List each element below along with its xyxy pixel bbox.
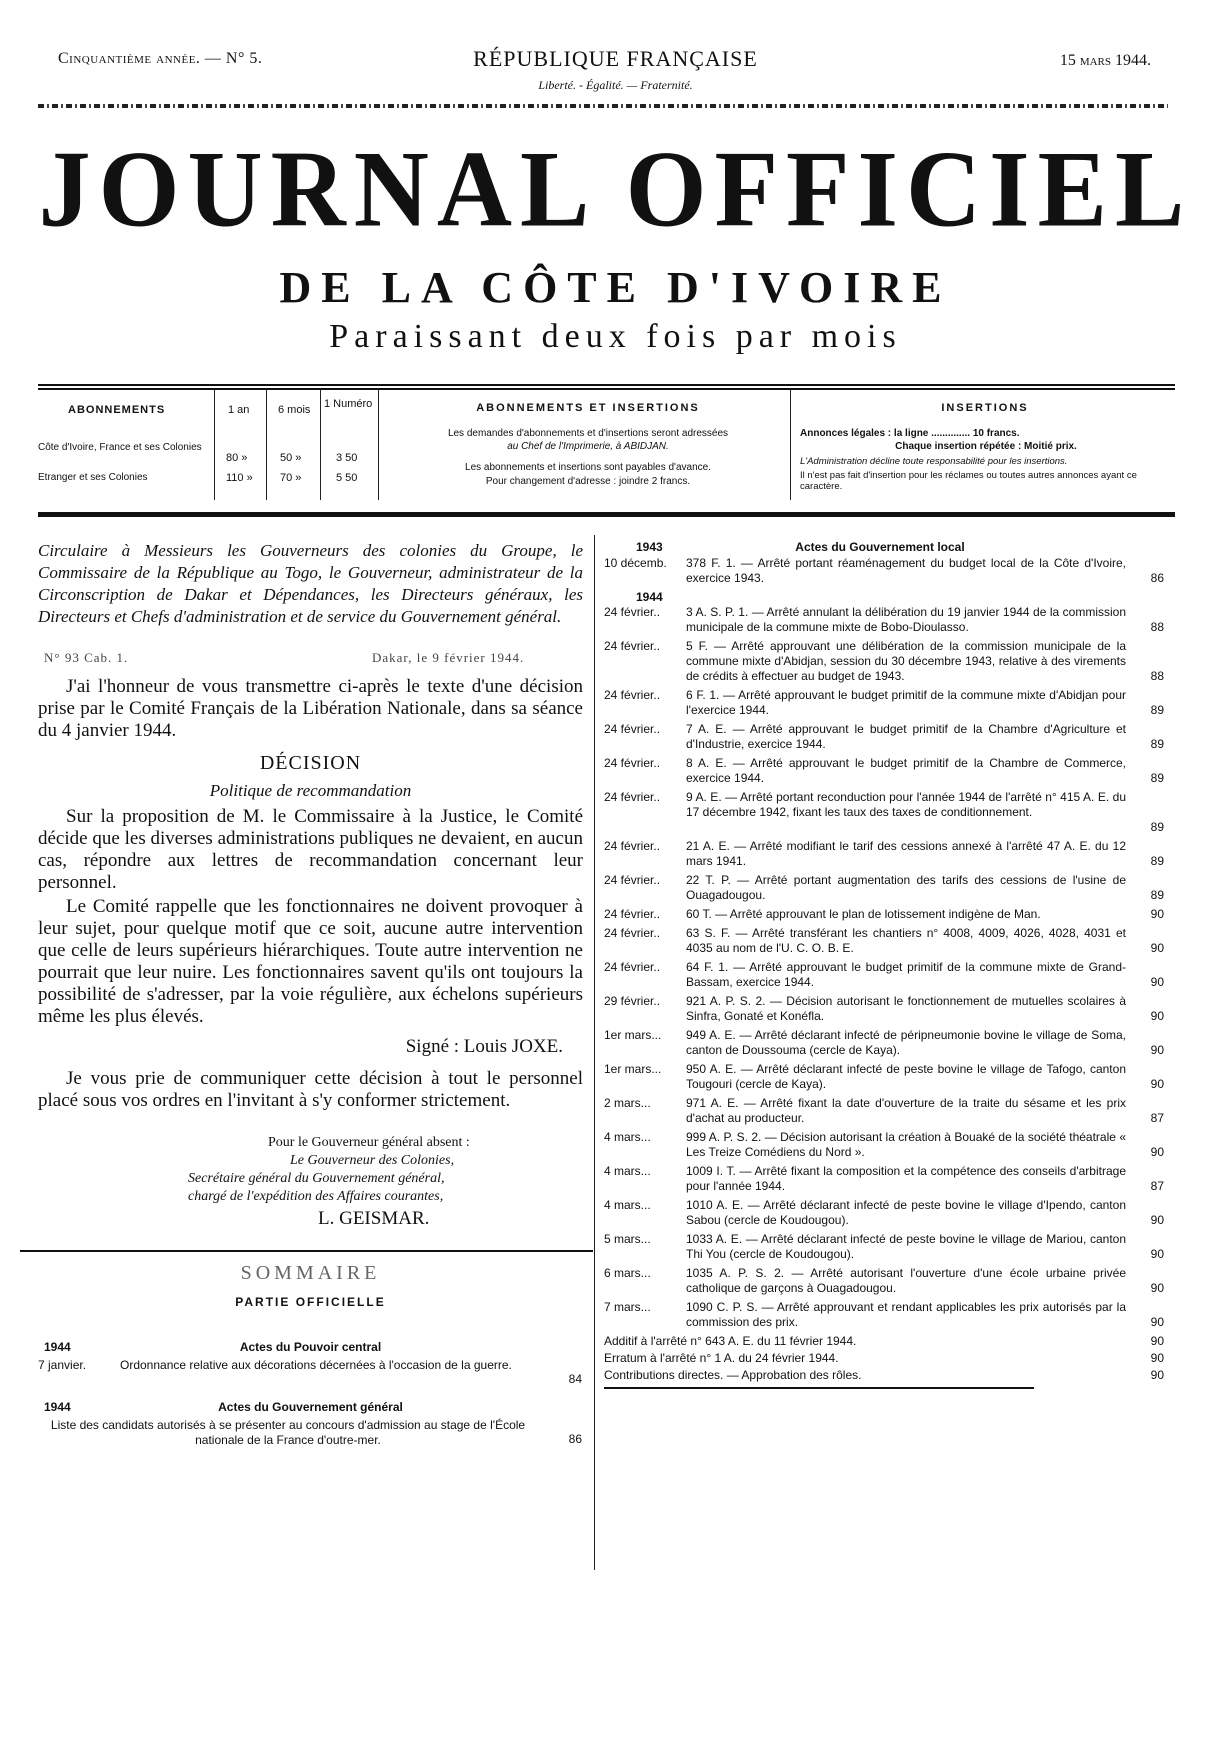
local-act-page: 90 (1150, 1043, 1164, 1057)
local-act-text: 971 A. E. — Arrêté fixant la date d'ouverture de la traite du sésame et les prix d'achat au producteur. (686, 1096, 1126, 1125)
issue-date: 15 mars 1944. (1059, 52, 1151, 69)
local-tail-page: 90 (1150, 1368, 1164, 1382)
sec2-year: 1944 (44, 1400, 71, 1414)
local-act-date: 1er mars... (604, 1028, 662, 1042)
issue-number: Cinquantième année. — N° 5. (58, 50, 263, 67)
signature-line-1: Pour le Gouverneur général absent : (268, 1135, 470, 1150)
local-act-date: 24 février.. (604, 722, 661, 736)
local-act-page: 90 (1150, 1315, 1164, 1329)
mid-line-1: Les demandes d'abonnements et d'insertions seront adressées (447, 428, 729, 439)
local-act-text: 949 A. E. — Arrêté déclarant infecté de péripneumonie bovine le village de Soma, canton de Doussouma (cercle de Kaya). (686, 1028, 1126, 1057)
local-act-date: 24 février.. (604, 756, 661, 770)
local-act-text: 5 F. — Arrêté approuvant une délibération de la commission municipale de la commune mixte d'Abidjan, session du 30 décembre 1943, relative à des virements de crédits à effectuer au budget de 1943. (686, 639, 1126, 683)
signed-joxe: Signé : Louis JOXE. (405, 1036, 563, 1057)
sec1-title: Actes du Pouvoir central (239, 1340, 382, 1354)
local-act-text: 999 A. P. S. 2. — Décision autorisant la création à Bouaké de la société théatrale « Les Treize Comédiens du Nord ». (686, 1130, 1126, 1159)
local-act-text: 1035 A. P. S. 2. — Arrêté autorisant l'ouverture d'une école urbaine privée catholique de garçons à Ouagadougou. (686, 1266, 1126, 1295)
local-act-page: 90 (1150, 1145, 1164, 1159)
sec1-year: 1944 (44, 1340, 71, 1354)
local-act-date: 1er mars... (604, 1062, 662, 1076)
local-tail-page: 90 (1150, 1351, 1164, 1365)
local-act-page: 90 (1150, 975, 1164, 989)
signature-line-3: Secrétaire général du Gouvernement général, (188, 1171, 445, 1186)
local-act-text: 9 A. E. — Arrêté portant reconduction pour l'année 1944 de l'arrêté n° 415 A. E. du 17 décembre 1942, fixant les taux des taxes de conditionnement. (686, 790, 1126, 819)
subs-row1-6mo: 50 » (280, 452, 302, 464)
local-year-1943: 1943 (636, 540, 663, 554)
insertions-heading: INSERTIONS (941, 402, 1029, 414)
local-act-page: 89 (1150, 703, 1164, 717)
local-act-date: 24 février.. (604, 926, 661, 940)
local-act-page: 87 (1150, 1179, 1164, 1193)
local-act-date: 24 février.. (604, 839, 661, 853)
decision-subheading: Politique de recommandation (209, 781, 412, 800)
signature-line-4: chargé de l'expédition des Affaires courantes, (188, 1189, 444, 1204)
local-act-date: 24 février.. (604, 605, 661, 619)
local-act-text: 60 T. — Arrêté approuvant le plan de lotissement indigène de Man. (686, 907, 1041, 921)
subscription-table (38, 384, 1175, 517)
local-act-date: 6 mars... (604, 1266, 651, 1280)
local-act-date: 2 mars... (604, 1096, 651, 1110)
local-act-page: 88 (1150, 620, 1164, 634)
local-act-text: 1090 C. P. S. — Arrêté approuvant et rendant applicables les prix autorisés par la commission des prix. (686, 1300, 1126, 1329)
local-heading: Actes du Gouvernement local (795, 540, 965, 554)
masthead-frequency: Paraissant deux fois par mois (329, 318, 902, 355)
header-divider (38, 104, 1168, 108)
local-act-date: 10 décemb. (604, 556, 667, 570)
local-act-page: 90 (1150, 907, 1164, 921)
mid-line-3: Les abonnements et insertions sont payables d'avance. (465, 462, 711, 473)
local-act-text: 64 F. 1. — Arrêté approuvant le budget primitif de la commune mixte de Grand-Bassam, exercice 1944. (686, 960, 1126, 989)
mid-heading: ABONNEMENTS ET INSERTIONS (476, 402, 700, 414)
local-year-1944: 1944 (636, 590, 663, 604)
local-act-date: 24 février.. (604, 873, 661, 887)
local-act-date: 24 février.. (604, 960, 661, 974)
local-act-text: 1009 I. T. — Arrêté fixant la composition et la compétence des conseils d'arbitrage pour l'année 1944. (686, 1164, 1126, 1193)
mid-line-2: au Chef de l'Imprimerie, à ABIDJAN. (507, 441, 669, 452)
masthead-title: JOURNAL OFFICIEL (38, 129, 1193, 250)
sommaire-partie: PARTIE OFFICIELLE (235, 1295, 386, 1309)
subs-row2-year: 110 » (226, 472, 253, 484)
circulaire-paragraph-3: Le Comité rappelle que les fonctionnaires ne doivent provoquer à leur sujet, pour quelque motif que ce soit, aucune autre intervention que celle de leurs supérieurs hiérarchiques. Toute autre intervention ne pourrait que leur nuire. Les fonctionnaires savent qu'ils ont toujours la possibilité de s'adresser, par la voie régulière, aux échelons supérieurs même les plus élevés. (38, 896, 583, 1027)
local-tail-text: Contributions directes. — Approbation des rôles. (604, 1368, 862, 1382)
insertions-line-1: Annonces légales : la ligne .............. 10 francs. (800, 428, 1020, 439)
column-divider (594, 535, 595, 1570)
signature-name: L. GEISMAR. (318, 1208, 430, 1229)
republic-heading: RÉPUBLIQUE FRANÇAISE (473, 46, 758, 71)
local-act-date: 24 février.. (604, 790, 661, 804)
local-end-rule (604, 1387, 1034, 1389)
sec2-page: 86 (568, 1432, 582, 1446)
insertions-line-2: Chaque insertion répétée : Moitié prix. (895, 441, 1077, 452)
local-act-text: 63 S. F. — Arrêté transférant les chantiers n° 4008, 4009, 4026, 4028, 4031 et 4035 au nom de l'U. C. O. B. E. (686, 926, 1126, 955)
local-act-page: 88 (1150, 669, 1164, 683)
local-act-page: 90 (1150, 1077, 1164, 1091)
circulaire-intro: Circulaire à Messieurs les Gouverneurs des colonies du Groupe, le Commissaire de la République au Togo, le Gouverneur, administrateur de la Circonscription de Dakar et Dépendances, les Directeurs généraux, les Directeurs et Chefs d'administration et de service du Gouvernement général. (38, 541, 583, 626)
local-act-text: 21 A. E. — Arrêté modifiant le tarif des cessions annexé à l'arrêté 47 A. E. du 12 mars 1941. (686, 839, 1126, 868)
local-act-text: 6 F. 1. — Arrêté approuvant le budget primitif de la commune mixte d'Abidjan pour l'exercice 1944. (686, 688, 1126, 717)
sec2-entry (38, 1418, 583, 1450)
circulaire-paragraph-1: J'ai l'honneur de vous transmettre ci-après le texte d'une décision prise par le Comité Français de la Libération Nationale, dans sa séance du 4 janvier 1944. (38, 676, 583, 741)
local-act-text: 8 A. E. — Arrêté approuvant le budget primitif de la Chambre de Commerce, exercice 1944. (686, 756, 1126, 785)
local-tail-text: Additif à l'arrêté n° 643 A. E. du 11 février 1944. (604, 1334, 857, 1348)
local-act-page: 90 (1150, 1247, 1164, 1261)
circulaire-paragraph-2: Sur la proposition de M. le Commissaire à la Justice, le Comité décide que les diverses administrations publiques ne devaient, en aucun cas, répondre aux lettres de recommandation concernant leur personnel. (38, 806, 583, 893)
local-act-page: 87 (1150, 1111, 1164, 1125)
local-act-date: 4 mars... (604, 1198, 651, 1212)
subs-year-heading: 1 an (228, 404, 250, 416)
local-act-page: 89 (1150, 854, 1164, 868)
subs-row1-label: Côte d'Ivoire, France et ses Colonies (38, 442, 202, 453)
local-act-page: 90 (1150, 1009, 1164, 1023)
sec1-text: Ordonnance relative aux décorations décernées à l'occasion de la guerre. (120, 1358, 512, 1372)
local-act-date: 24 février.. (604, 639, 661, 653)
subs-row2-6mo: 70 » (280, 472, 302, 484)
subs-heading: ABONNEMENTS (68, 404, 166, 416)
sec1-date: 7 janvier. (38, 1358, 87, 1372)
sec2-title: Actes du Gouvernement général (218, 1400, 403, 1414)
sec1-entry (38, 1358, 583, 1390)
sommaire-rule (20, 1250, 593, 1252)
local-act-page: 90 (1150, 1213, 1164, 1227)
local-act-date: 24 février.. (604, 907, 661, 921)
sec2-text: Liste des candidats autorisés à se présenter au concours d'admission au stage de l'École nationale de la France d'outre-mer. (50, 1418, 526, 1447)
local-act-page: 90 (1150, 1281, 1164, 1295)
circulaire-ref-date: Dakar, le 9 février 1944. (372, 650, 525, 665)
local-tail-text: Erratum à l'arrêté n° 1 A. du 24 février 1944. (604, 1351, 839, 1365)
local-act-date: 24 février.. (604, 688, 661, 702)
local-act-page: 86 (1150, 571, 1164, 585)
subs-row1-year: 80 » (226, 452, 248, 464)
local-act-page: 89 (1150, 737, 1164, 751)
local-act-date: 29 février.. (604, 994, 661, 1008)
subs-6mo-heading: 6 mois (278, 404, 311, 416)
local-act-date: 7 mars... (604, 1300, 651, 1314)
local-act-text: 7 A. E. — Arrêté approuvant le budget primitif de la Chambre d'Agriculture et d'Industrie, exercice 1944. (686, 722, 1126, 751)
local-act-date: 5 mars... (604, 1232, 651, 1246)
local-act-date: 4 mars... (604, 1164, 651, 1178)
local-act-text: 1010 A. E. — Arrêté déclarant infecté de peste bovine le village d'Ipendo, canton Sabou (cercle de Koudougou). (686, 1198, 1126, 1227)
local-tail-page: 90 (1150, 1334, 1164, 1348)
subs-row2-num: 5 50 (336, 472, 358, 484)
local-act-text: 22 T. P. — Arrêté portant augmentation des tarifs des cessions de l'usine de Ouagadougou. (686, 873, 1126, 902)
signature-line-2: Le Gouverneur des Colonies, (290, 1153, 455, 1168)
local-act-date: 4 mars... (604, 1130, 651, 1144)
insertions-line-3: L'Administration décline toute responsabilité pour les insertions. (800, 456, 1068, 467)
local-act-text: 950 A. E. — Arrêté déclarant infecté de peste bovine le village de Tafogo, canton Tougouri (cercle de Kaya). (686, 1062, 1126, 1091)
circulaire-ref-number: N° 93 Cab. 1. (44, 650, 129, 665)
subs-row2-label: Etranger et ses Colonies (38, 472, 148, 483)
decision-heading: DÉCISION (259, 752, 362, 774)
local-act-page: 89 (1150, 888, 1164, 902)
local-act-text: 1033 A. E. — Arrêté déclarant infecté de peste bovine le village de Mariou, canton Thi You (cercle de Koudougou). (686, 1232, 1126, 1261)
local-act-text: 378 F. 1. — Arrêté portant réaménagement du budget local de la Côte d'Ivoire, exercice 1943. (686, 556, 1126, 585)
mid-line-4: Pour changement d'adresse : joindre 2 francs. (485, 476, 691, 487)
masthead-subtitle: DE LA CÔTE D'IVOIRE (279, 263, 952, 312)
local-act-page: 89 (1150, 771, 1164, 785)
local-act-page: 89 (1150, 820, 1164, 834)
local-act-page: 90 (1150, 941, 1164, 955)
subs-number-heading: 1 Numéro (324, 398, 373, 410)
subs-row1-num: 3 50 (336, 452, 358, 464)
local-act-text: 3 A. S. P. 1. — Arrêté annulant la délibération du 19 janvier 1944 de la commission municipale de la commune mixte de Bobo-Dioulasso. (686, 605, 1126, 634)
local-act-text: 921 A. P. S. 2. — Décision autorisant le fonctionnement de mutuelles scolaires à Sinfra, Gonaté et Konéfla. (686, 994, 1126, 1023)
sommaire-title: SOMMAIRE (240, 1262, 381, 1284)
sec1-page: 84 (568, 1372, 582, 1386)
insertions-line-4: Il n'est pas fait d'insertion pour les réclames ou toutes autres annonces ayant ce caractère. (800, 470, 1137, 492)
circulaire-paragraph-4: Je vous prie de communiquer cette décision à tout le personnel placé sous vos ordres en l'invitant à s'y conformer strictement. (38, 1068, 583, 1111)
republic-motto: Liberté. - Égalité. — Fraternité. (538, 78, 693, 92)
